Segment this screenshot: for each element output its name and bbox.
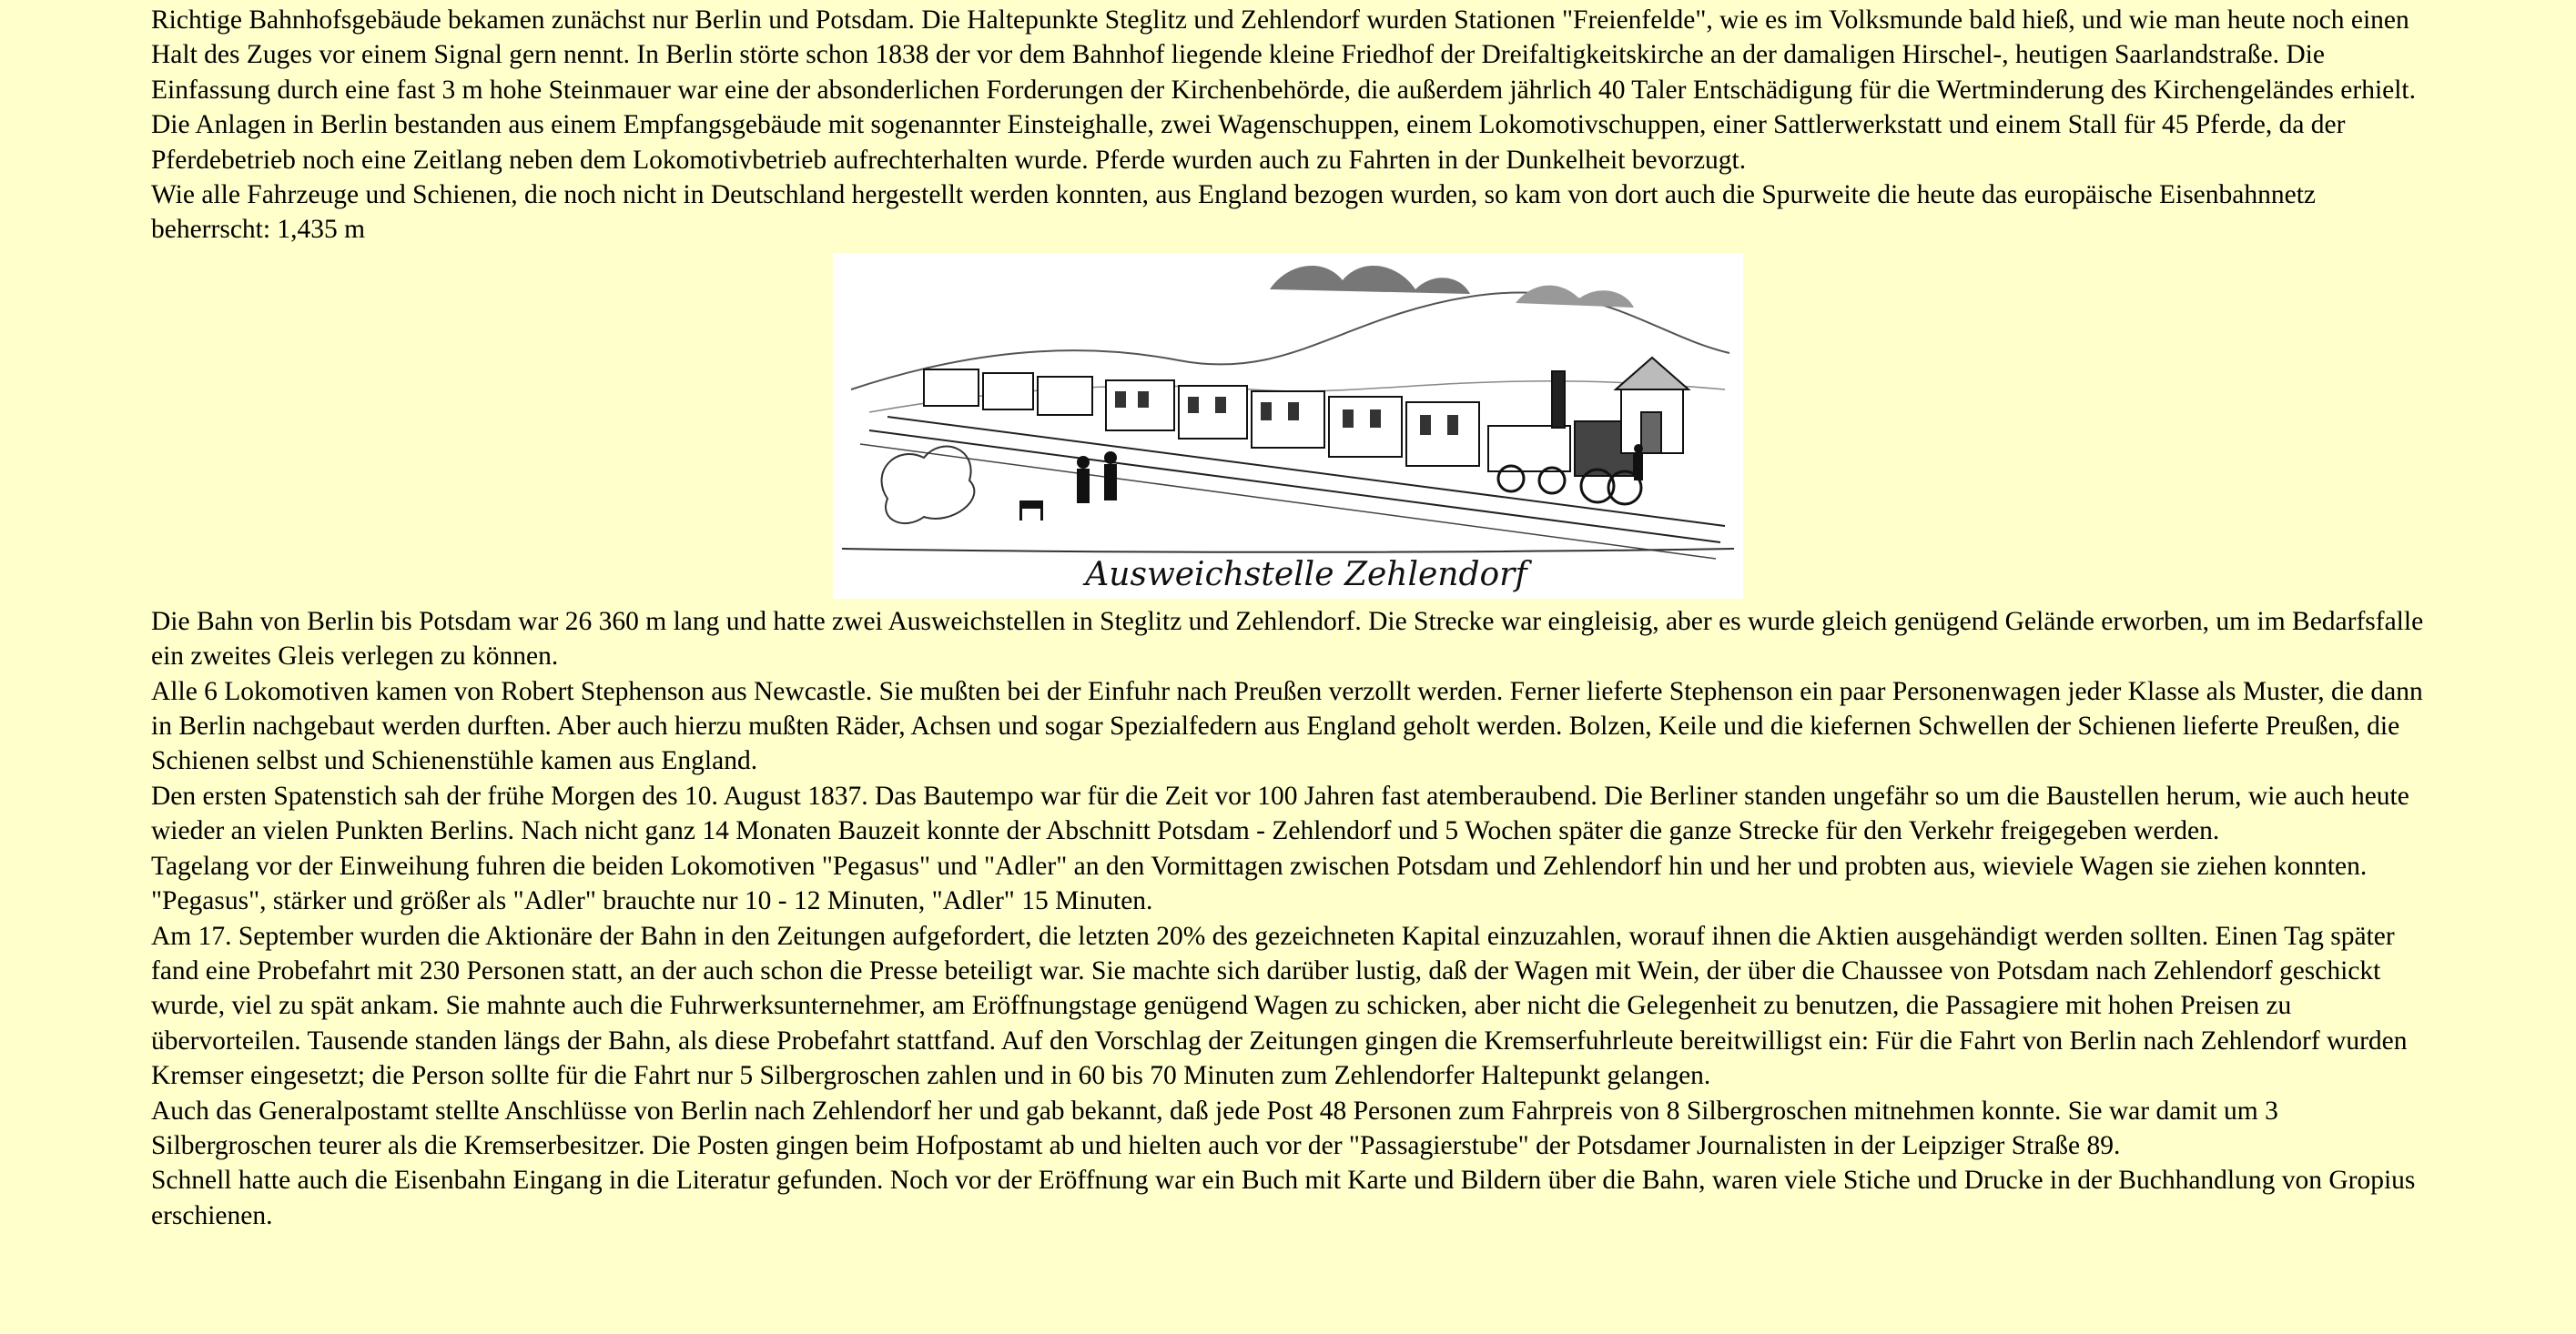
train-illustration [833,253,1743,599]
paragraph: Die Bahn von Berlin bis Potsdam war 26 360 m lang und hatte zwei Ausweichstellen in Steglitz und Zehlendorf. Die Strecke war eingleisig, aber es wurde gleich genügend Gelände erworben, um im Bedarfsfalle ein zweites Gleis verlegen zu können. [151,606,2424,672]
figure-caption: Ausweichstelle Zehlendorf [1085,555,1527,593]
paragraph: Auch das Generalpostamt stellte Anschlüsse von Berlin nach Zehlendorf her und gab bekannt, daß jede Post 48 Personen zum Fahrpreis von 8 Silbergroschen mitnehmen konnte. Sie war damit um 3 Silbergroschen teurer als die Kremserbesitzer. Die Posten gingen beim Hofpostamt ab und hielten auch vor der "Passagierstube" der Potsdamer Journalisten in der Leipziger Straße 89. [151,1096,2278,1160]
article-body [151,3,2427,1233]
paragraph: Alle 6 Lokomotiven kamen von Robert Stephenson aus Newcastle. Sie mußten bei der Einfuhr nach Preußen verzollt werden. Ferner lieferte Stephenson ein paar Personenwagen jeder Klasse als Muster, die dann in Berlin nachgebaut werden durften. Aber auch hierzu mußten Räder, Achsen und sogar Spezialfedern aus England geholt werden. Bolzen, Keile und die kiefernen Schwellen der Schienen lieferte Preußen, die Schienen selbst und Schienenstühle kamen aus England. [151,676,2423,776]
paragraph: Am 17. September wurden die Aktionäre der Bahn in den Zeitungen aufgefordert, die letzten 20% des gezeichneten Kapital einzuzahlen, worauf ihnen die Aktien ausgehändigt werden sollten. Einen Tag später fand eine Probefahrt mit 230 Personen statt, an der auch schon die Presse beteiligt war. Sie machte sich darüber lustig, daß der Wagen mit Wein, der über die Chaussee von Potsdam nach Zehlendorf geschickt wurde, viel zu spät ankam. Sie mahnte auch die Fuhrwerksunternehmer, am Eröffnungstage genügend Wagen zu schicken, aber nicht die Gelegenheit zu benutzen, die Passagiere mit hohen Preisen zu übervorteilen. Tausende standen längs der Bahn, als diese Probefahrt stattfand. Auf den Vorschlag der Zeitungen gingen die Kremserfuhrleute bereitwilligst ein: Für die Fahrt von Berlin nach Zehlendorf wurden Kremser eingesetzt; die Person sollte für die Fahrt nur 5 Silbergroschen zahlen und in 60 bis 70 Minuten zum Zehlendorfer Haltepunkt gelangen. [151,921,2408,1091]
paragraph: Wie alle Fahrzeuge und Schienen, die noch nicht in Deutschland hergestellt werden konnten, aus England bezogen wurden, so kam von dort auch die Spurweite die heute das europäische Eisenbahnnetz beherrscht: 1,435 m [151,180,2317,245]
paragraph: Tagelang vor der Einweihung fuhren die beiden Lokomotiven "Pegasus" und "Adler" an den Vormittagen zwischen Potsdam und Zehlendorf hin und her und probten aus, wieviele Wagen sie ziehen konnten. "Pegasus", stärker und größer als "Adler" brauchte nur 10 - 12 Minuten, "Adler" 15 Minuten. [151,851,2368,916]
paragraph: Richtige Bahnhofsgebäude bekamen zunächst nur Berlin und Potsdam. Die Haltepunkte Steglitz und Zehlendorf wurden Stationen "Freienfelde", wie es im Volksmunde bald hieß, und wie man heute noch einen Halt des Zuges vor einem Signal gern nennt. In Berlin störte schon 1838 der vor dem Bahnhof liegende kleine Friedhof der Dreifaltigkeitskirche an der damaligen Hirschel-, heutigen Saarlandstraße. Die Einfassung durch eine fast 3 m hohe Steinmauer war eine der absonderlichen Forderungen der Kirchenbehörde, die außerdem jährlich 40 Taler Entschädigung für die Wertminderung des Kirchengeländes erhielt. Die Anlagen in Berlin bestanden aus einem Empfangsgebäude mit sogenannter Einsteighalle, zwei Wagenschuppen, einem Lokomotivschuppen, einer Sattlerwerkstatt und einem Stall für 45 Pferde, da der Pferdebetrieb noch eine Zeitlang neben dem Lokomotivbetrieb aufrechterhalten wurde. Pferde wurden auch zu Fahrten in der Dunkelheit bevorzugt. [151,5,2416,175]
paragraph: Den ersten Spatenstich sah der frühe Morgen des 10. August 1837. Das Bautempo war für die Zeit vor 100 Jahren fast atemberaubend. Die Berliner standen ungefähr so um die Baustellen herum, wie auch heute wieder an vielen Punkten Berlins. Nach nicht ganz 14 Monaten Bauzeit konnte der Abschnitt Potsdam - Zehlendorf und 5 Wochen später die ganze Strecke für den Verkehr freigegeben werden. [151,781,2409,846]
paragraph: Schnell hatte auch die Eisenbahn Eingang in die Literatur gefunden. Noch vor der Eröffnung war ein Buch mit Karte und Bildern über die Bahn, waren viele Stiche und Drucke in der Buchhandlung von Gropius erschienen. [151,1166,2416,1230]
